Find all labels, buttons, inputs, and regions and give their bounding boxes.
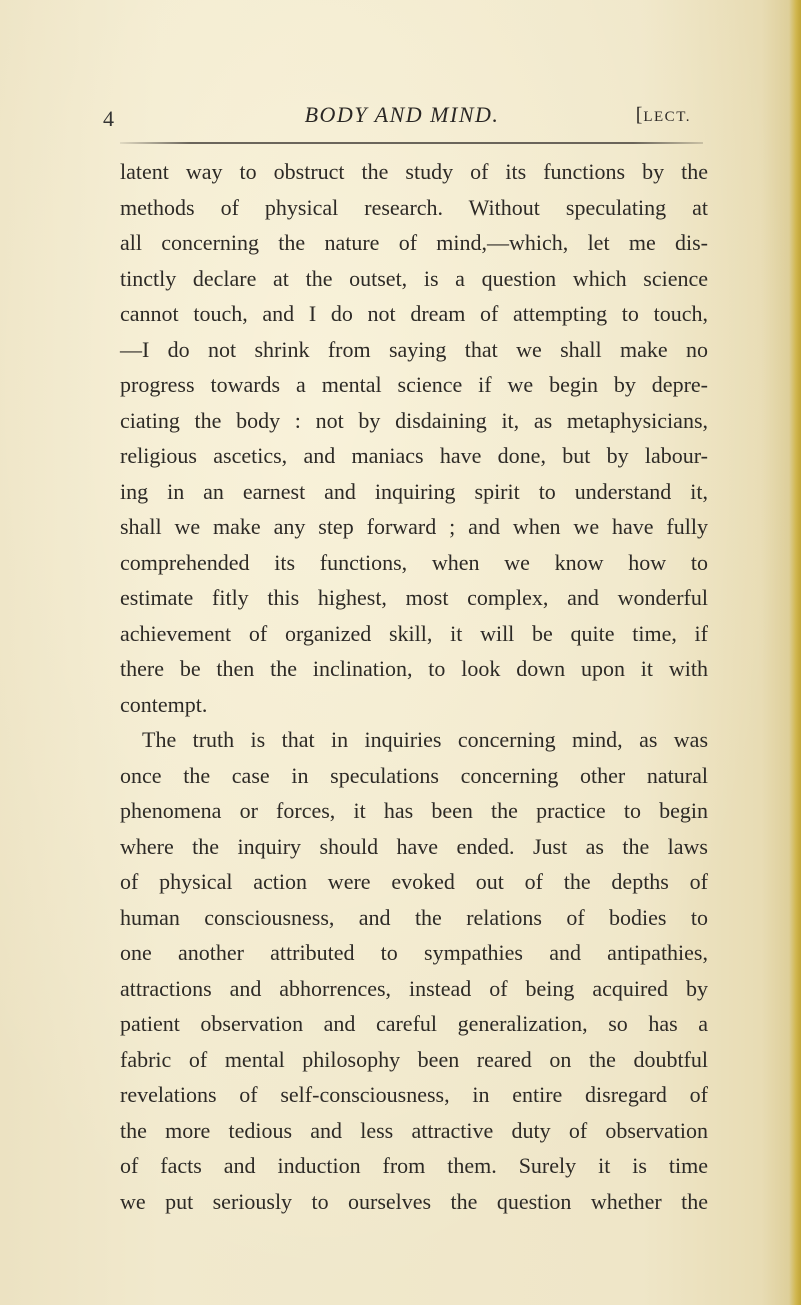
text-line: fabric of mental philosophy been reared on the doubtful — [120, 1046, 708, 1072]
text-line: once the case in speculations concerning other natural — [120, 762, 708, 788]
text-line: The truth is that in inquiries concerning mind, as was — [142, 727, 708, 752]
page-edge — [789, 0, 801, 1305]
text-line: ciating the body : not by disdaining it, as metaphysicians, — [120, 407, 708, 433]
text-line: progress towards a mental science if we begin by depre- — [120, 372, 708, 397]
header-rule — [120, 142, 703, 144]
text-line: achievement of organized skill, it will be quite time, if — [120, 620, 708, 646]
text-line: revelations of self-consciousness, in entire disregard of — [120, 1082, 708, 1107]
text-line: all concerning the nature of mind,—which, let me dis- — [120, 230, 708, 255]
text-line: patient observation and careful generalization, so has a — [120, 1011, 708, 1036]
text-line: where the inquiry should have ended. Just as the laws — [120, 833, 708, 859]
lecture-bracket: [ — [635, 104, 644, 126]
text-line: of facts and induction from them. Surely it is time — [120, 1153, 708, 1178]
text-line: we put seriously to ourselves the question whether the — [120, 1188, 708, 1214]
text-line: phenomena or forces, it has been the practice to begin — [120, 798, 708, 823]
page-number: 4 — [103, 106, 114, 131]
text-line: the more tedious and less attractive duty of observation — [120, 1117, 708, 1143]
text-line: one another attributed to sympathies and antipathies, — [120, 940, 708, 965]
text-line: there be then the inclination, to look down upon it with — [120, 656, 708, 681]
running-title: BODY AND MIND. — [304, 102, 500, 127]
text-line: of physical action were evoked out of the depths of — [120, 869, 708, 894]
text-line: comprehended its functions, when we know how to — [120, 549, 708, 575]
text-line: latent way to obstruct the study of its functions by the — [120, 159, 708, 184]
text-line: —I do not shrink from saying that we shall make no — [120, 336, 708, 362]
body-text — [120, 154, 720, 1219]
text-line: contempt. — [120, 691, 208, 717]
running-lecture-mark — [636, 104, 691, 127]
text-line: human consciousness, and the relations of bodies to — [120, 904, 708, 930]
text-line: tinctly declare at the outset, is a question which science — [120, 265, 708, 291]
lecture-label: LECT. — [643, 109, 691, 125]
text-line: ing in an earnest and inquiring spirit to understand it, — [120, 478, 708, 504]
text-line: shall we make any step forward ; and when we have fully — [120, 514, 708, 539]
running-header — [103, 102, 701, 132]
text-line: attractions and abhorrences, instead of being acquired by — [120, 975, 708, 1001]
text-line: methods of physical research. Without speculating at — [120, 194, 708, 220]
text-line: cannot touch, and I do not dream of attempting to touch, — [120, 301, 708, 326]
text-line: religious ascetics, and maniacs have done, but by labour- — [120, 443, 708, 468]
text-line: estimate fitly this highest, most complex, and wonderful — [120, 585, 708, 610]
